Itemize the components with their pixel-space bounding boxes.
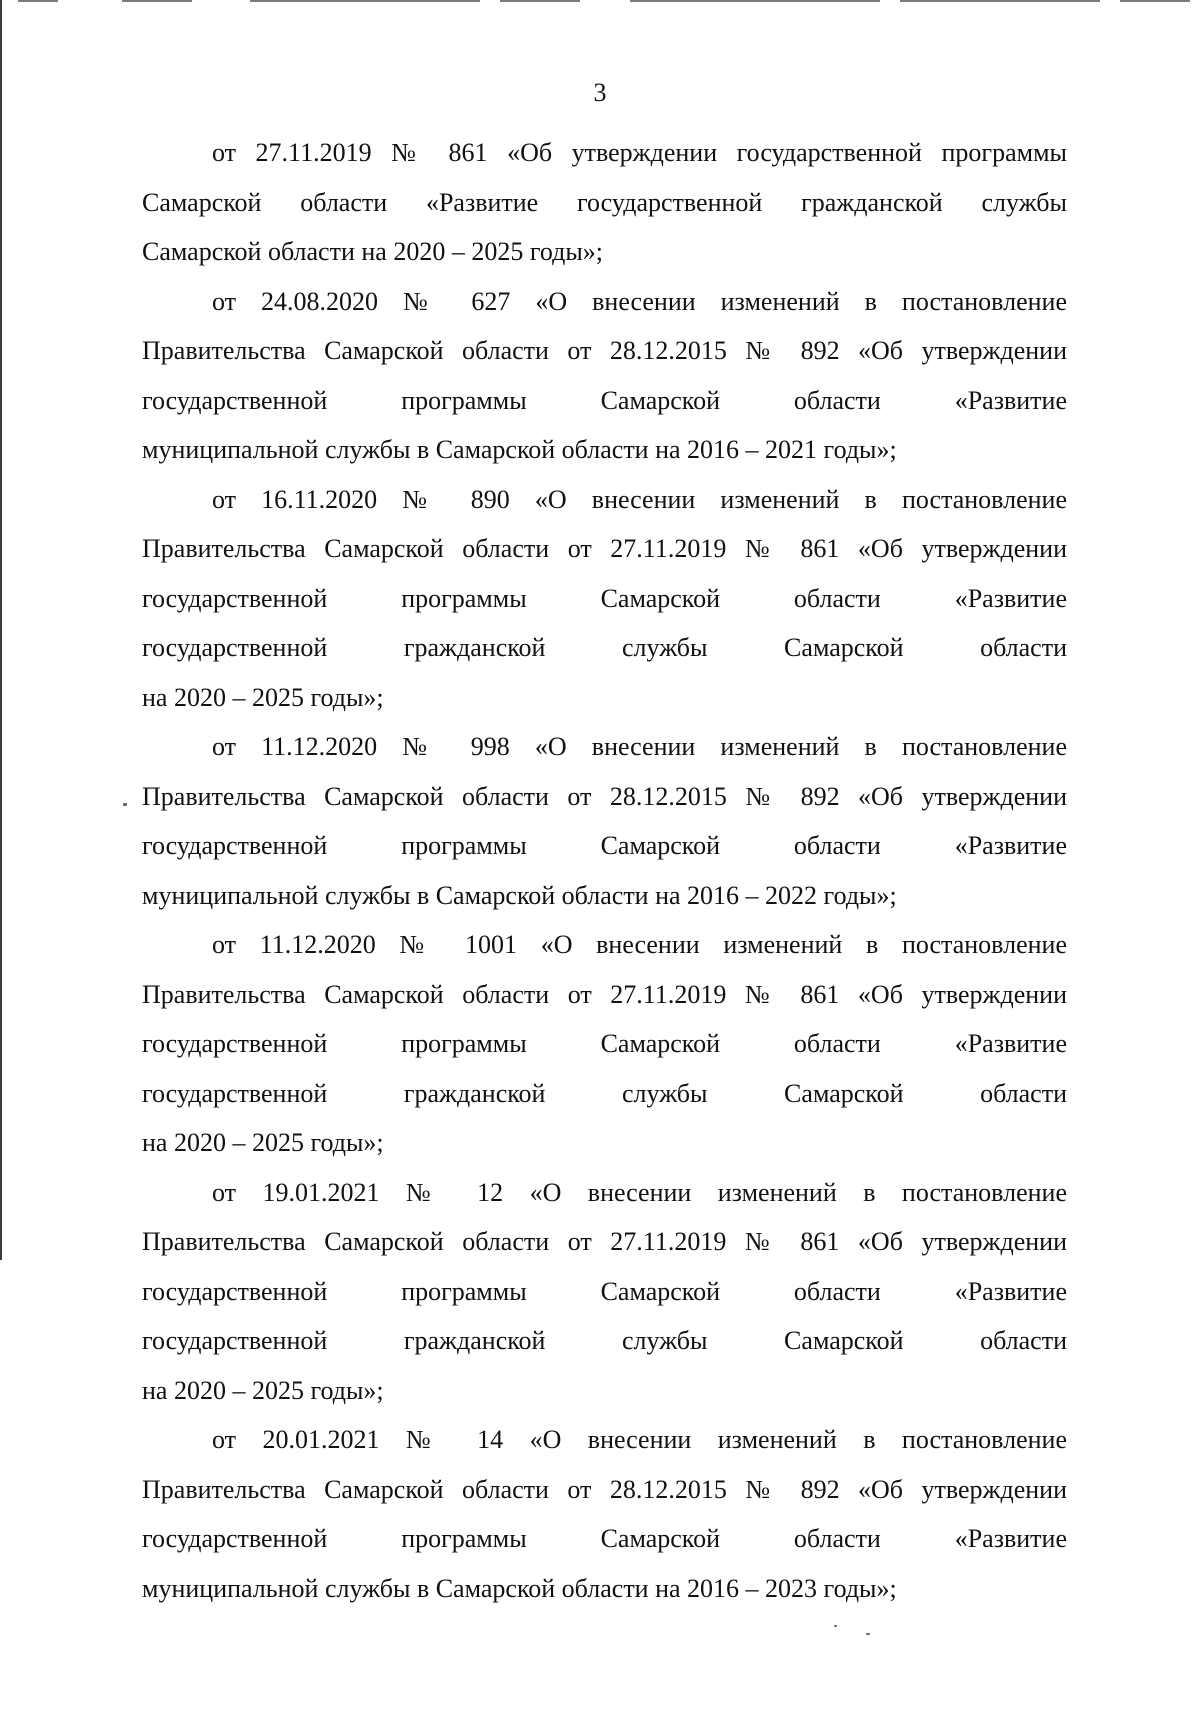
- text-line: государственной гражданской службы Самарской области: [142, 633, 1067, 662]
- text-line: государственной программы Самарской области «Развитие: [142, 1276, 1067, 1306]
- text-line: Самарской области «Развитие государственной гражданской службы: [142, 187, 1067, 217]
- text-line: государственной программы Самарской области «Развитие: [142, 583, 1067, 613]
- page-number: 3: [593, 78, 607, 107]
- scan-speck: [834, 1625, 837, 1627]
- text-line: Правительства Самарской области от 28.12.2015 № 892 «Об утверждении: [142, 336, 1067, 365]
- text-line: государственной гражданской службы Самарской области: [142, 1078, 1067, 1108]
- text-line: Правительства Самарской области от 28.12.2015 № 892 «Об утверждении: [142, 781, 1067, 811]
- text-line: от 20.01.2021 № 14 «О внесении изменений в постановление: [212, 1425, 1067, 1454]
- text-line: государственной программы Самарской области «Развитие: [142, 1029, 1067, 1058]
- scan-top-rule: [122, 0, 192, 2]
- scan-speck: [866, 1633, 870, 1635]
- scan-top-rule: [900, 0, 1100, 2]
- scan-top-rule: [630, 0, 880, 2]
- list-item: [142, 1415, 1067, 1613]
- list-item: [142, 475, 1067, 723]
- text-line: от 27.11.2019 № 861 «Об утверждении государственной программы: [212, 138, 1067, 167]
- list-item: [142, 920, 1067, 1168]
- document-body: [142, 128, 1067, 1613]
- text-line: Правительства Самарской области от 28.12.2015 № 892 «Об утверждении: [142, 1474, 1067, 1504]
- list-item: [142, 128, 1067, 277]
- scan-top-rule: [250, 0, 480, 2]
- text-line: Правительства Самарской области от 27.11.2019 № 861 «Об утверждении: [142, 979, 1067, 1009]
- scan-speck: [123, 803, 127, 806]
- text-line: государственной программы Самарской области «Развитие: [142, 1524, 1067, 1553]
- text-line: на 2020 – 2025 годы»;: [142, 1128, 384, 1157]
- text-line: Правительства Самарской области от 27.11.2019 № 861 «Об утверждении: [142, 1227, 1067, 1256]
- text-line: на 2020 – 2025 годы»;: [142, 682, 384, 712]
- text-line: муниципальной службы в Самарской области на 2016 – 2021 годы»;: [142, 435, 897, 464]
- scan-top-rule: [18, 0, 58, 2]
- list-item: [142, 1168, 1067, 1416]
- text-line: государственной программы Самарской области «Развитие: [142, 831, 1067, 860]
- text-line: муниципальной службы в Самарской области на 2016 – 2023 годы»;: [142, 1573, 897, 1603]
- scan-top-rule: [500, 0, 580, 2]
- text-line: муниципальной службы в Самарской области на 2016 – 2022 годы»;: [142, 880, 897, 910]
- text-line: от 11.12.2020 № 998 «О внесении изменений в постановление: [212, 732, 1067, 761]
- text-line: государственной гражданской службы Самарской области: [142, 1326, 1067, 1355]
- text-line: от 24.08.2020 № 627 «О внесении изменений в постановление: [212, 286, 1067, 316]
- text-line: Правительства Самарской области от 27.11.2019 № 861 «Об утверждении: [142, 534, 1067, 563]
- text-line: от 16.11.2020 № 890 «О внесении изменений в постановление: [212, 484, 1067, 514]
- scan-top-rule: [1120, 0, 1190, 2]
- text-line: государственной программы Самарской области «Развитие: [142, 385, 1067, 415]
- text-line: Самарской области на 2020 – 2025 годы»;: [142, 237, 604, 266]
- text-line: от 11.12.2020 № 1001 «О внесении изменений в постановление: [212, 930, 1067, 959]
- list-item: [142, 277, 1067, 475]
- text-line: на 2020 – 2025 годы»;: [142, 1375, 384, 1405]
- scan-left-edge: [0, 0, 2, 1260]
- list-item: [142, 722, 1067, 920]
- text-line: от 19.01.2021 № 12 «О внесении изменений в постановление: [212, 1177, 1067, 1207]
